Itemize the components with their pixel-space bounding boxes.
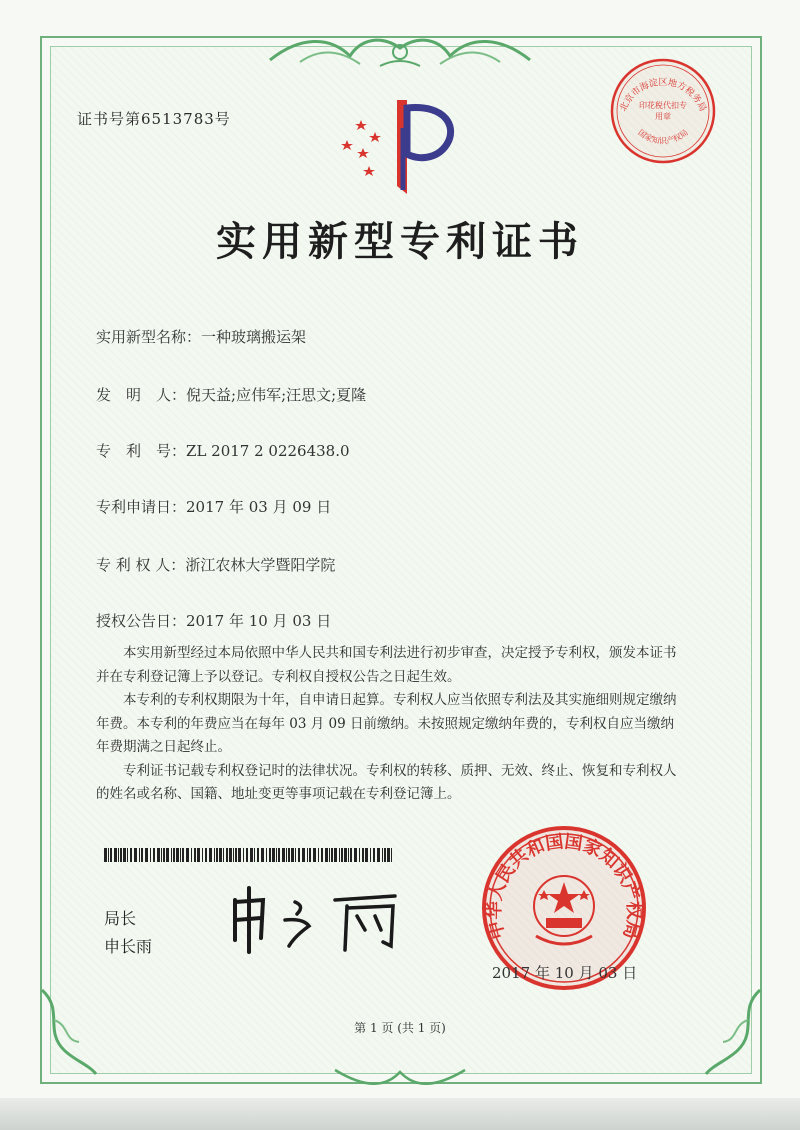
barcode-bar xyxy=(118,848,119,862)
body-paragraph: 专利证书记载专利权登记时的法律状况。专利权的转移、质押、无效、终止、恢复和专利权人的姓名或名称、国籍、地址变更等事项记载在专利登记簿上。 xyxy=(96,762,677,802)
barcode-bar xyxy=(334,848,337,862)
barcode-bar xyxy=(391,848,392,862)
barcode-bar xyxy=(180,848,181,862)
barcode-bar xyxy=(123,848,126,862)
barcode-bar xyxy=(229,848,232,862)
barcode-bar xyxy=(313,848,316,862)
barcode-bar xyxy=(307,848,308,862)
seal-small-center-text: 印花税代扣专用章 xyxy=(639,101,687,121)
barcode-bar xyxy=(344,848,347,862)
barcode-bar xyxy=(219,848,222,862)
barcode-bar xyxy=(370,848,371,862)
barcode-bar xyxy=(321,848,323,862)
barcode-bar xyxy=(329,848,330,862)
certificate-number: 证书号第6513783号 xyxy=(77,110,231,128)
stamp-duty-seal xyxy=(608,56,718,166)
barcode-bar xyxy=(362,848,364,862)
barcode-bar xyxy=(261,848,264,862)
barcode-bar xyxy=(186,848,189,862)
barcode-bar xyxy=(269,848,271,862)
barcode-bar xyxy=(209,848,212,862)
barcode-bar xyxy=(216,848,218,862)
scan-edge xyxy=(0,1098,800,1130)
barcode-bar xyxy=(197,848,200,862)
barcode-bar xyxy=(254,848,255,862)
barcode-bar xyxy=(382,848,383,862)
barcode-bar xyxy=(191,848,192,862)
barcode-bar xyxy=(348,848,349,862)
barcode-bar xyxy=(318,848,319,862)
barcode-bar xyxy=(373,848,375,862)
barcode-bar xyxy=(114,848,117,862)
barcode-bar xyxy=(235,848,237,862)
field-label: 专利申请日： xyxy=(96,498,187,516)
field-patent-number xyxy=(96,440,350,461)
seal-small-bottom-text: 国家知识产权局 xyxy=(636,127,690,146)
barcode-bar xyxy=(298,848,300,862)
barcode-bar xyxy=(266,848,267,862)
barcode-bar xyxy=(365,848,368,862)
field-label: 专 利 号： xyxy=(96,442,187,460)
barcode-bar xyxy=(157,848,160,862)
barcode-bar xyxy=(202,848,203,862)
field-application-date xyxy=(96,496,331,517)
barcode-bar xyxy=(377,848,380,862)
barcode-bar xyxy=(257,848,259,862)
barcode-bar xyxy=(325,848,328,862)
barcode-bar xyxy=(120,848,122,862)
barcode-bar xyxy=(250,848,253,862)
barcode-bar xyxy=(354,848,357,862)
barcode-bar xyxy=(173,848,175,862)
certificate-body xyxy=(96,642,686,807)
seal-small-text: 北京市海淀区地方税务局 xyxy=(618,77,708,114)
barcode-bar xyxy=(341,848,343,862)
barcode-bar xyxy=(278,848,280,862)
body-paragraph: 本实用新型经过本局依照中华人民共和国专利法进行初步审查，决定授予专利权，颁发本证书并在专利登记簿上予以登记。专利权自授权公告之日起生效。 xyxy=(96,645,677,685)
barcode-bar xyxy=(243,848,244,862)
barcode-bar xyxy=(139,848,140,862)
barcode-bar xyxy=(233,848,234,862)
bottom-ornament xyxy=(330,1060,470,1090)
field-patentee xyxy=(96,554,335,575)
barcode-bar xyxy=(194,848,196,862)
barcode-bar xyxy=(288,848,290,862)
seal-text: 中华人民共和国国家知识产权局 xyxy=(483,831,645,942)
barcode-bar xyxy=(214,848,215,862)
barcode-bar xyxy=(182,848,184,862)
barcode-bar xyxy=(295,848,296,862)
page-number: 第 1 页 (共 1 页) xyxy=(354,1021,446,1035)
field-value: 一种玻璃搬运架 xyxy=(201,328,307,346)
handwritten-signature xyxy=(225,880,425,960)
barcode-bar xyxy=(286,848,287,862)
barcode-bar xyxy=(359,848,360,862)
barcode-bar xyxy=(226,848,228,862)
barcode-bar xyxy=(166,848,169,862)
signatory-name: 申长雨 xyxy=(104,937,153,956)
barcode-bar xyxy=(205,848,207,862)
barcode-bar xyxy=(302,848,305,862)
barcode-bar xyxy=(223,848,224,862)
barcode xyxy=(104,848,394,862)
page-title: 实用新型专利证书 xyxy=(216,218,584,265)
field-label: 实用新型名称： xyxy=(96,328,202,346)
barcode-bar xyxy=(153,848,155,862)
barcode-bar xyxy=(150,848,151,862)
field-value: 浙江农林大学暨阳学院 xyxy=(185,556,336,574)
field-value: 2017 年 10 月 03 日 xyxy=(186,612,332,630)
barcode-bar xyxy=(291,848,294,862)
signatory-title: 局长 xyxy=(104,909,137,928)
field-label: 专 利 权 人： xyxy=(96,556,186,574)
barcode-bar xyxy=(171,848,172,862)
body-paragraph: 本专利的专利权期限为十年，自申请日起算。专利权人应当依照专利法及其实施细则规定缴纳年费。本专利的年费应当在每年 03 月 09 日前缴纳。未按照规定缴纳年费的，专利权自应当缴纳年费期满之日起终止。 xyxy=(96,692,677,755)
barcode-bar xyxy=(110,848,112,862)
barcode-bar xyxy=(163,848,165,862)
barcode-bar xyxy=(161,848,162,862)
field-grant-date xyxy=(96,610,331,631)
barcode-bar xyxy=(384,848,386,862)
barcode-bar xyxy=(350,848,352,862)
barcode-bar xyxy=(238,848,241,862)
barcode-bar xyxy=(104,848,107,862)
issue-date: 2017 年 10 月 03 日 xyxy=(492,964,638,982)
barcode-bar xyxy=(130,848,132,862)
field-value: 倪天益;应伟军;汪思文;夏隆 xyxy=(186,386,367,404)
barcode-bar xyxy=(272,848,275,862)
field-value: 2017 年 03 月 09 日 xyxy=(186,498,332,516)
field-label: 发 明 人： xyxy=(96,386,187,404)
field-utility-model-name xyxy=(96,326,306,347)
barcode-bar xyxy=(331,848,333,862)
barcode-bar xyxy=(282,848,285,862)
field-label: 授权公告日： xyxy=(96,612,187,630)
barcode-bar xyxy=(127,848,128,862)
barcode-bar xyxy=(176,848,179,862)
barcode-bar xyxy=(387,848,390,862)
field-inventors xyxy=(96,384,366,405)
patent-office-logo xyxy=(335,98,465,198)
barcode-bar xyxy=(141,848,143,862)
top-ornament xyxy=(260,26,540,72)
barcode-bar xyxy=(276,848,277,862)
barcode-bar xyxy=(339,848,340,862)
barcode-bar xyxy=(134,848,137,862)
barcode-bar xyxy=(246,848,248,862)
barcode-bar xyxy=(309,848,311,862)
field-value: ZL 2017 2 0226438.0 xyxy=(186,442,350,460)
barcode-bar xyxy=(108,848,109,862)
barcode-bar xyxy=(145,848,148,862)
